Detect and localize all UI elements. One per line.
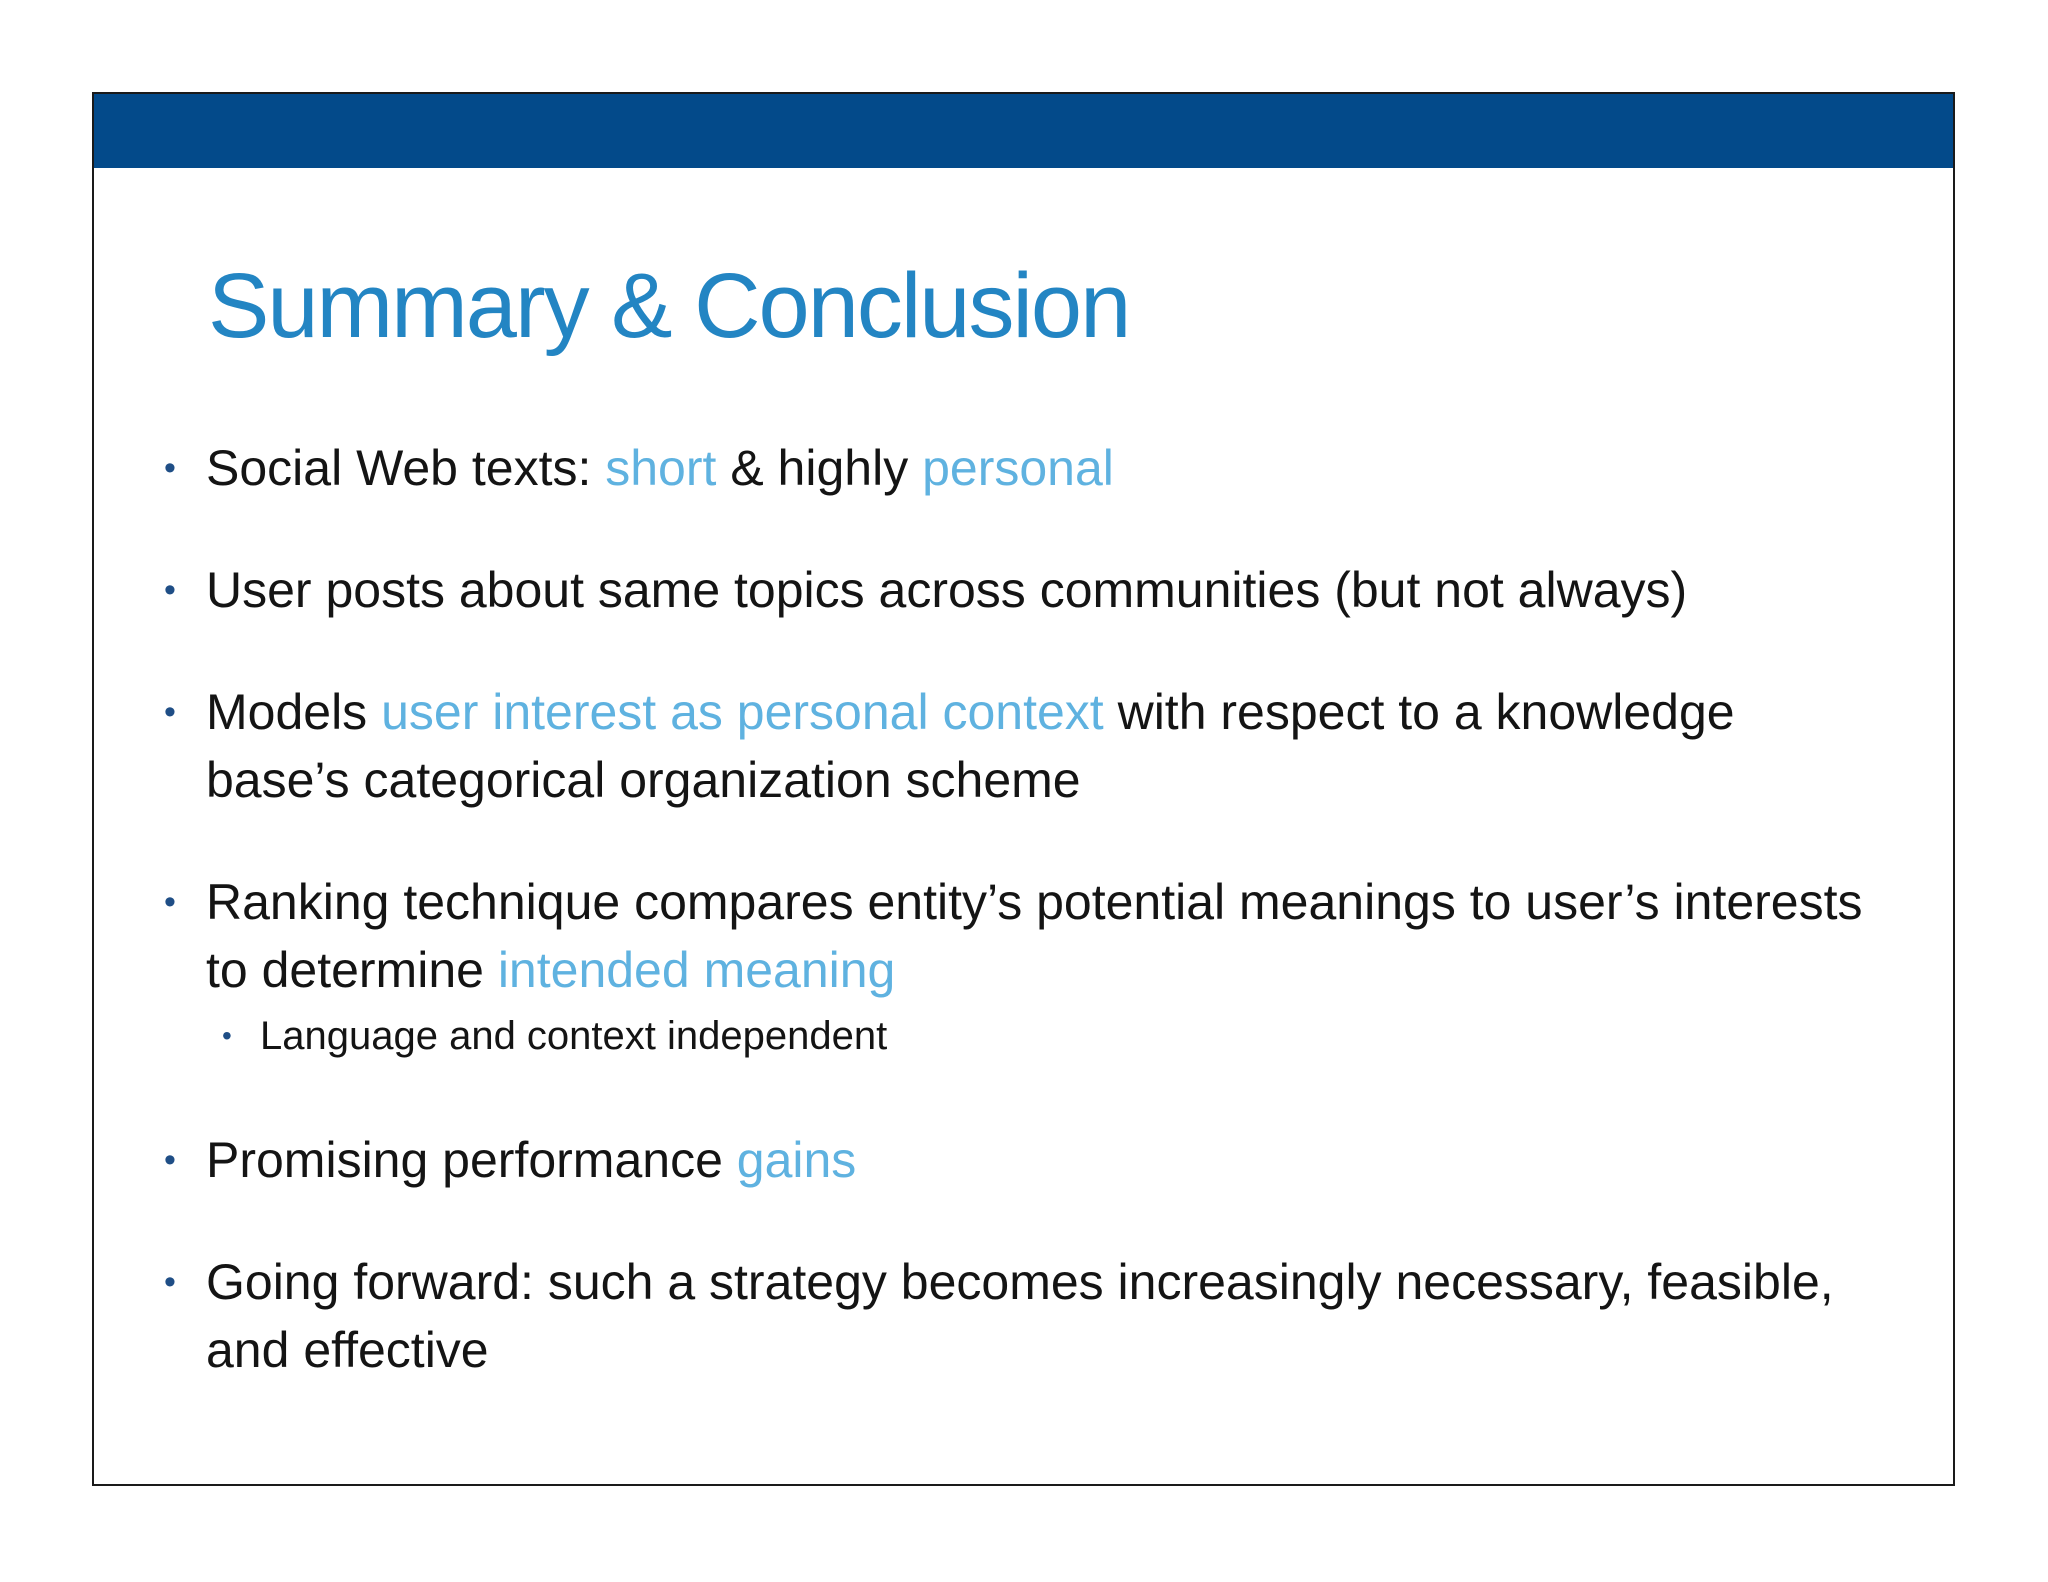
- header-bar: [94, 94, 1953, 168]
- bullet-dot-icon: •: [164, 693, 176, 731]
- bullet-item: • Ranking technique compares entity’s potential meanings to user’s interests to determine intended meaning • Language and context independent: [164, 868, 1884, 1064]
- bullet-item: • Promising performance gains: [164, 1126, 1884, 1194]
- sub-bullet-dot-icon: •: [222, 1020, 232, 1051]
- highlight-text: user interest as personal context: [381, 684, 1104, 740]
- sub-bullet-item: • Language and context independent: [206, 1008, 1884, 1064]
- slide: [92, 92, 1955, 1486]
- highlight-text: gains: [736, 1132, 857, 1188]
- bullet-dot-icon: •: [164, 1141, 176, 1179]
- bullet-dot-icon: •: [164, 449, 176, 487]
- bullet-item: • Models user interest as personal context with respect to a knowledge base’s categorical organization scheme: [164, 678, 1884, 814]
- slide-title: Summary & Conclusion: [208, 255, 1130, 357]
- bullet-dot-icon: •: [164, 571, 176, 609]
- bullet-item: • Going forward: such a strategy becomes increasingly necessary, feasible, and effective: [164, 1248, 1884, 1384]
- bullet-dot-icon: •: [164, 883, 176, 921]
- highlight-text: personal: [922, 440, 1114, 496]
- highlight-text: short: [605, 440, 717, 496]
- bullet-list: [164, 434, 1884, 1384]
- bullet-item: • User posts about same topics across communities (but not always): [164, 556, 1884, 624]
- bullet-dot-icon: •: [164, 1263, 176, 1301]
- bullet-item: • Social Web texts: short & highly personal: [164, 434, 1884, 502]
- highlight-text: intended meaning: [497, 942, 896, 998]
